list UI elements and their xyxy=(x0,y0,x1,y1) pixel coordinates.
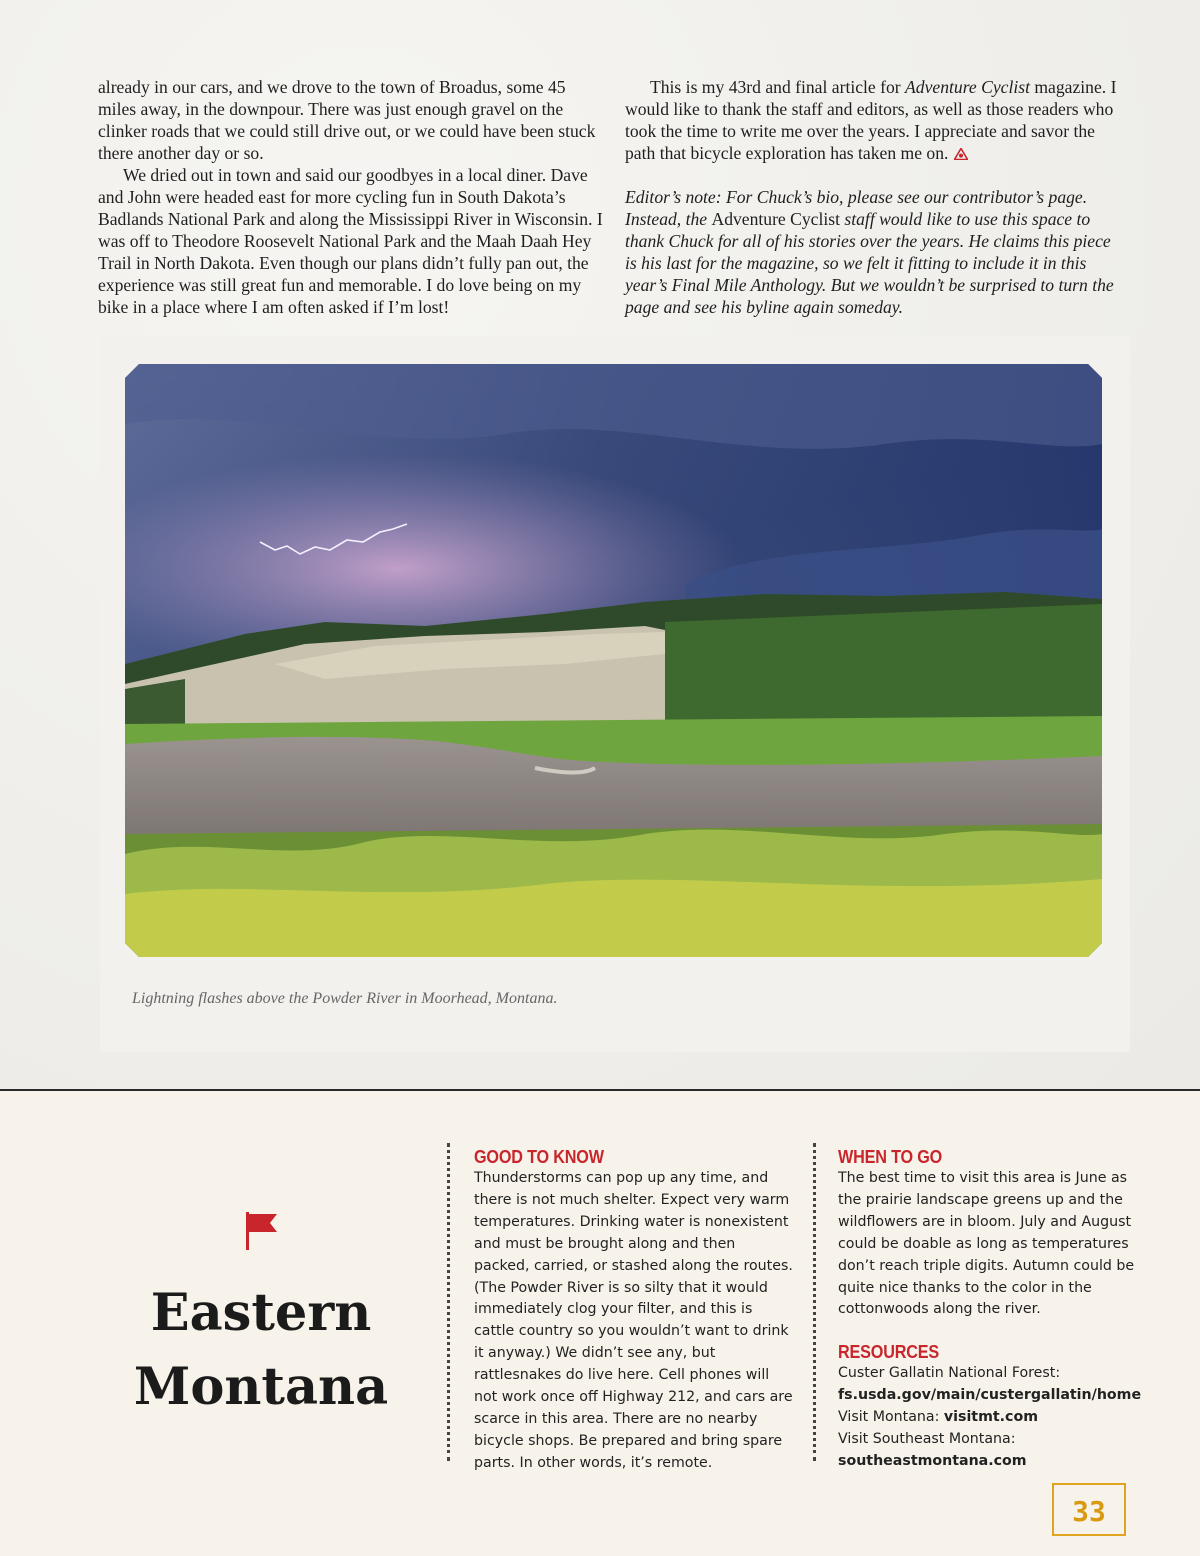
good-to-know-heading: GOOD TO KNOW xyxy=(474,1147,604,1167)
region-title-line: Eastern xyxy=(150,1283,372,1343)
page-number: 33 xyxy=(1052,1483,1126,1536)
region-title xyxy=(100,1276,422,1424)
article-paragraph: already in our cars, and we drove to the town of Broadus, some 45 miles away, in the downpour. There was just enough gravel on the clinker roads that we could still drive out, or we could have been stuck there another day or so. xyxy=(98,77,596,163)
triangle-end-mark-icon xyxy=(954,148,968,160)
good-to-know-body: Thunderstorms can pop up any time, and there is not much shelter. Expect very warm temperatures. Drinking water is nonexistent and must be brought along and then packed, carried, or stashed along the routes. (The Powder River is so silty that it would immediately clog your filter, and this is cattle country so you wouldn’t want to drink it anyway.) We didn’t see any, but rattlesnakes do live here. Cell phones will not work once off Highway 212, and cars are scarce in this area. There are no nearby bicycle shops. Be prepared and bring spare parts. In other words, it’s remote. xyxy=(474,1170,793,1471)
resources-heading: RESOURCES xyxy=(838,1342,940,1363)
resource-item xyxy=(838,1407,1138,1429)
magazine-title: Adventure Cyclist xyxy=(905,77,1030,97)
dotted-separator xyxy=(447,1143,450,1461)
editor-note-text-start: Editor’s note: For Chuck’s bio, please see our contributor’s page. Instead, the xyxy=(625,187,1088,229)
article-left-column xyxy=(98,76,604,318)
when-to-go-section xyxy=(838,1146,1142,1473)
closing-text-end: magazine. I would like to thank the staff and editors, as well as those readers who took the time to write me over the years. I appreciate and savor the path that bicycle exploration has taken me on. xyxy=(625,77,1117,163)
editor-note xyxy=(625,186,1125,318)
editor-note-text-end: staff would like to use this space to thank Chuck for all of his stories over the years. He claims this piece is his last for the magazine, so we felt it fitting to include it in this year’s Final Mile Anthology. But we wouldn’t be surprised to turn the page and see his byline again someday. xyxy=(625,209,1114,317)
flag-icon xyxy=(244,1211,280,1251)
closing-text-start: This is my 43rd and final article for xyxy=(650,77,906,97)
resource-label: Visit Southeast Montana: xyxy=(838,1431,1016,1448)
magazine-title: Adventure Cyclist xyxy=(711,209,840,229)
dotted-separator xyxy=(813,1143,816,1461)
article-paragraph: We dried out in town and said our goodbyes in a local diner. Dave and John were headed east for more cycling fun in South Dakota’s Badlands National Park and along the Mississippi River in Wisconsin. I was off to Theodore Roosevelt National Park and the Maah Daah Hey Trail in North Dakota. Even though our plans didn’t fully pan out, the experience was still great fun and memorable. I do love being on my bike in a place where I am often asked if I’m lost! xyxy=(98,165,603,317)
region-title-line: Montana xyxy=(133,1357,389,1417)
when-to-go-heading: WHEN TO GO xyxy=(838,1147,943,1167)
when-to-go-body: The best time to visit this area is June as the prairie landscape greens up and the wildflowers are in bloom. July and August could be doable as long as temperatures don’t reach triple digits. Autumn could be quite nice thanks to the color in the cottonwoods along the river. xyxy=(838,1170,1135,1318)
photo-illustration xyxy=(125,364,1102,957)
resources-list xyxy=(838,1363,1142,1473)
resource-label: Custer Gallatin National Forest: xyxy=(838,1365,1061,1382)
closing-paragraph xyxy=(625,76,1125,164)
photo-caption: Lightning flashes above the Powder River in Moorhead, Montana. xyxy=(132,990,558,1007)
resource-link[interactable]: visitmt.com xyxy=(943,1409,1038,1426)
good-to-know-section xyxy=(474,1146,794,1475)
resource-link[interactable]: fs.usda.gov/main/custergallatin/home xyxy=(838,1387,1142,1404)
article-right-column xyxy=(625,76,1125,318)
landscape-photo xyxy=(125,364,1102,957)
resource-link[interactable]: southeastmontana.com xyxy=(838,1452,1027,1469)
resource-label: Visit Montana: xyxy=(838,1409,944,1426)
